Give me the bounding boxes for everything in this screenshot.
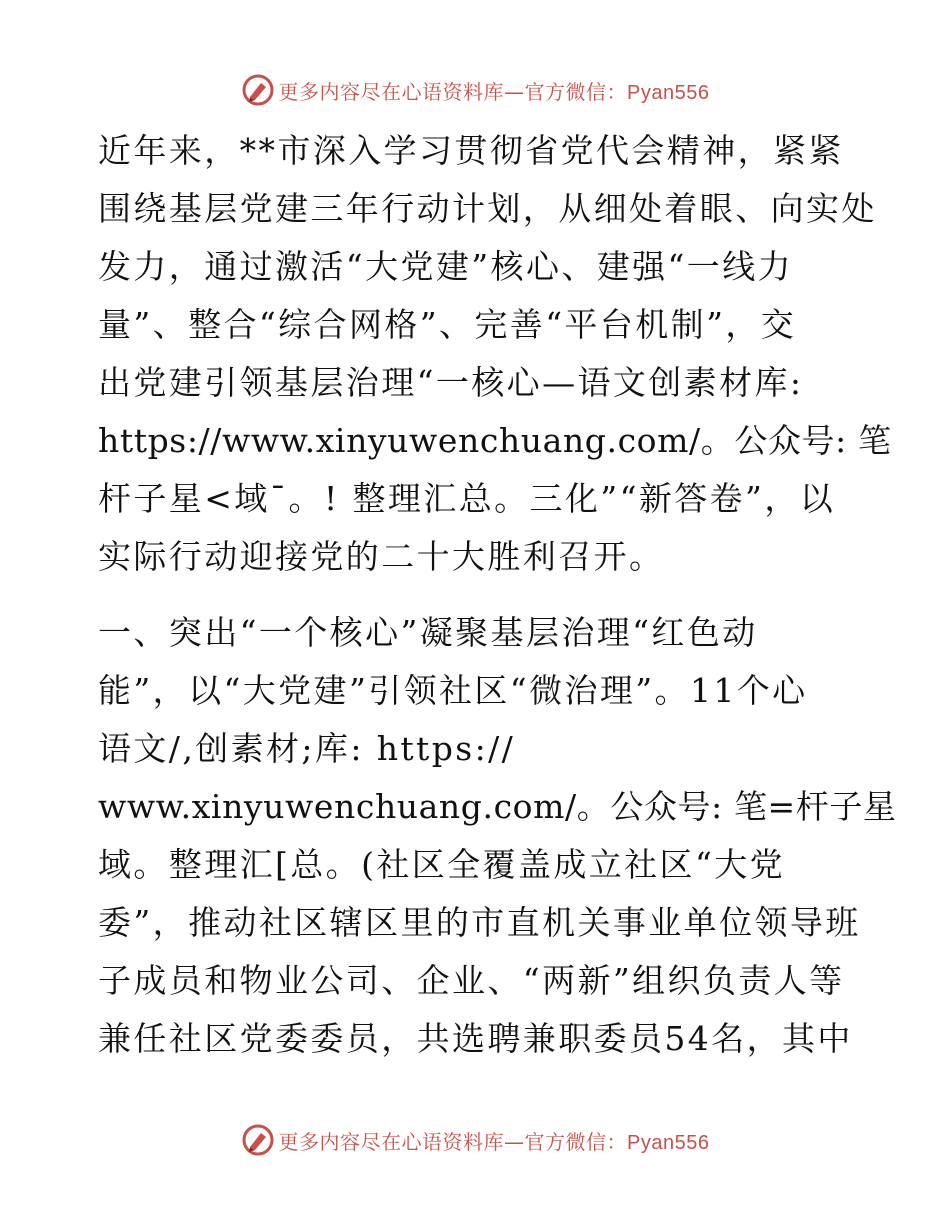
text-line: 实际行动迎接党的二十大胜利召开。 — [98, 537, 665, 576]
text-line: 语文/,创素材;库: https:// — [98, 729, 516, 768]
text-line: 域。整理汇[总。(社区全覆盖成立社区“大党 — [98, 845, 786, 884]
pen-nib-logo-icon — [241, 73, 275, 107]
text-line: 委”，推动社区辖区里的市直机关事业单位领导班 — [98, 903, 861, 942]
text-line: https://www.xinyuwenchuang.com/。公众号: 笔 — [98, 421, 892, 460]
banner-dash: — — [504, 1129, 525, 1154]
banner-wechat-label: 官方微信： — [524, 79, 628, 104]
text-line: www.xinyuwenchuang.com/。公众号: 笔=杆子星 — [98, 787, 897, 826]
paragraph-gap — [98, 586, 858, 604]
header-banner — [0, 68, 950, 112]
banner-wechat-label: 官方微信： — [524, 1129, 628, 1154]
text-line: 杆子星<域¯。! 整理汇总。三化”“新答卷”，以 — [98, 479, 836, 518]
document-body — [98, 122, 897, 1068]
banner-text — [279, 76, 710, 105]
text-line: 一、突出“一个核心”凝聚基层治理“红色动 — [98, 613, 758, 652]
banner-title: 更多内容尽在心语资料库 — [278, 1129, 505, 1154]
text-line: 子成员和物业公司、企业、“两新”组织负责人等 — [98, 961, 845, 1000]
text-line: 量”、整合“综合网格”、完善“平台机制”，交 — [98, 305, 797, 344]
banner-text — [279, 1126, 710, 1155]
footer-banner — [0, 1118, 950, 1162]
text-line: 发力，通过激活“大党建”核心、建强“一线力 — [98, 247, 794, 286]
paragraph-2 — [98, 604, 897, 1068]
banner-dash: — — [504, 79, 525, 104]
text-line: 围绕基层党建三年行动计划，从细处着眼、向实处 — [98, 189, 877, 228]
pen-nib-logo-icon — [241, 1123, 275, 1157]
text-line: 出党建引领基层治理“一核心—语文创素材库: — [98, 363, 804, 402]
banner-wechat-id: Pyan556 — [627, 81, 710, 104]
paragraph-1 — [98, 122, 892, 586]
text-line: 能”，以“大党建”引领社区“微治理”。11个心 — [98, 671, 808, 710]
banner-wechat-id: Pyan556 — [627, 1131, 710, 1154]
text-line: 近年来，**市深入学习贯彻省党代会精神，紧紧 — [98, 131, 844, 170]
text-line: 兼任社区党委委员，共选聘兼职委员54名，其中 — [98, 1019, 853, 1058]
banner-title: 更多内容尽在心语资料库 — [278, 79, 505, 104]
